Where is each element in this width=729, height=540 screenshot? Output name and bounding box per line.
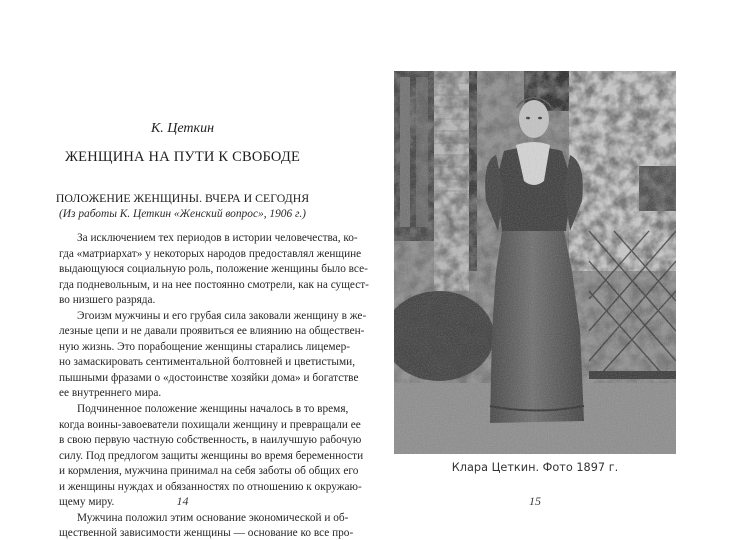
section-title: ПОЛОЖЕНИЕ ЖЕНЩИНЫ. ВЧЕРА И СЕГОДНЯ [55,191,310,205]
text-line: но замаскировать сентиментальной болтовней и цветистыми, [59,356,356,369]
author-name: К. Цеткин [150,121,215,136]
text-line: щественной зависимости женщины — основание ко все про- [59,527,354,540]
text-line: гда «матриархат» у некоторых народов предоставлял женщине [59,247,362,260]
text-line: силу. Под предлогом защиты женщины во время беременности [59,449,364,462]
text-line: лезные цепи и не давали проявиться ее влиянию на обществен- [59,325,365,338]
text-line: пышными фразами о «достоинстве хозяйки дома» и богатстве [59,371,359,384]
portrait-photo [394,71,676,454]
text-line: и женщины нуждах и обязанностях по отношению к окружаю- [59,480,362,493]
text-line: гда подневольным, и на нее постоянно смотрели, как на сущест- [59,278,369,291]
work-title: ЖЕНЩИНА НА ПУТИ К СВОБОДЕ [64,149,301,165]
text-line: щему миру. [59,496,115,509]
source-note: (Из работы К. Цеткин «Женский вопрос», 1906 г.) [59,208,306,220]
text-line: ее внутреннего мира. [59,387,162,400]
text-line: во низшего разряда. [59,294,156,307]
text-line: ную жизнь. Это порабощение женщины старались лицемер- [59,340,351,353]
text-line: выдающуюся социальную роль, положение женщины было все- [59,263,368,276]
text-line: и кормления, мужчина принимал на себя заботы об общих его [59,465,359,478]
photo-caption: Клара Цеткин. Фото 1897 г. [451,461,619,474]
text-line: Подчиненное положение женщины началось в то время, [77,403,349,416]
photo-illustration [394,71,676,454]
right-page [365,0,729,540]
text-line: За исключением тех периодов в истории человечества, ко- [77,232,358,244]
text-line: Мужчина положил этим основание экономической и об- [77,511,349,524]
text-line: Эгоизм мужчины и его грубая сила заковали женщину в же- [77,309,367,322]
page-number: 15 [529,494,541,508]
text-line: в свою первую частную собственность, в наилучшую рабочую [59,434,362,447]
text-line: когда воины-завоеватели похищали женщину и превращали ее [59,418,361,431]
page-number: 14 [176,494,189,508]
